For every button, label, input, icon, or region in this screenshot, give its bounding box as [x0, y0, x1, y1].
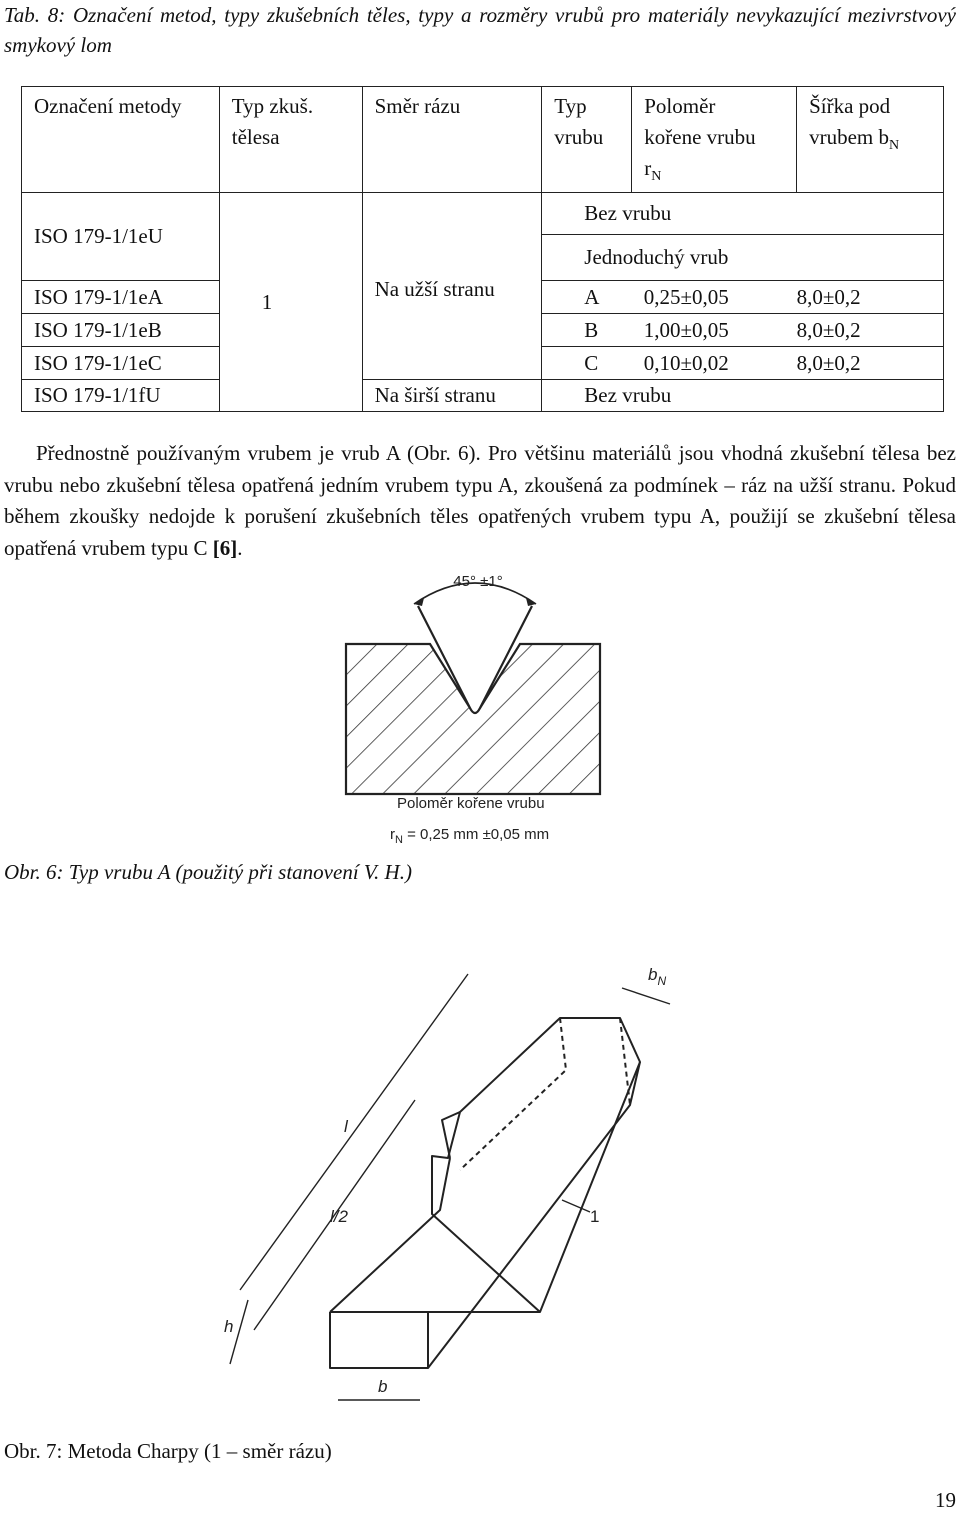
charpy-figure	[210, 960, 680, 1430]
width-cell: 8,0±0,2	[797, 314, 944, 347]
page-number: 19	[935, 1488, 956, 1512]
table-caption: Tab. 8: Označení metod, typy zkušebních těles, typy a rozměry vrubů pro materiály nevykazující mezivrstvový smykový lom	[4, 3, 956, 57]
method-cell: ISO 179-1/1eC	[22, 347, 220, 380]
header-width-under-notch: Šířka pod vrubem $b_N$	[797, 87, 944, 193]
method-cell: ISO 179-1/1fU	[22, 380, 220, 412]
direction-wide-cell: Na širší stranu	[362, 380, 542, 412]
notch-type-cell: A	[542, 281, 632, 314]
notch-radius-cell: 0,10±0,02	[632, 347, 797, 380]
table-header-row	[22, 87, 944, 193]
notch-radius-cell: 0,25±0,05	[632, 281, 797, 314]
width-cell: 8,0±0,2	[797, 281, 944, 314]
header-impact-direction: Směr rázu	[362, 87, 542, 193]
label-b: b	[378, 1377, 388, 1396]
direction-narrow-cell: Na užší stranu	[362, 193, 542, 380]
figure6-caption: Obr. 6: Typ vrubu A (použitý při stanovení V. H.)	[4, 860, 412, 884]
no-notch-cell: Bez vrubu	[542, 380, 944, 412]
single-notch-cell: Jednoduchý vrub	[542, 235, 944, 281]
radius-value: $r_N = 0,25$ mm ±0,05 mm	[390, 826, 550, 846]
notch-type-cell: C	[542, 347, 632, 380]
label-h: h	[224, 1317, 234, 1336]
notch-type-cell: B	[542, 314, 632, 347]
header-notch-radius: Poloměr kořene vrubu $r_N$	[632, 87, 797, 193]
figure7-caption: Obr. 7: Metoda Charpy (1 – směr rázu)	[4, 1439, 332, 1463]
method-cell: ISO 179-1/1eA	[22, 281, 220, 314]
header-specimen-type: Typ zkuš. tělesa	[219, 87, 362, 193]
radius-label: Poloměr kořene vrubu	[397, 795, 545, 812]
label-1: 1	[590, 1207, 600, 1226]
no-notch-cell: Bez vrubu	[542, 193, 944, 235]
header-method: Označení metody	[22, 87, 220, 193]
citation: [6]	[212, 535, 238, 560]
table-row	[22, 380, 944, 412]
specimen-front	[330, 1312, 428, 1368]
label-bn: $b_N$	[648, 965, 667, 988]
method-cell: ISO 179-1/1eB	[22, 314, 220, 347]
header-notch-type: Typ vrubu	[542, 87, 632, 193]
angle-label: 45° ±1°	[453, 573, 503, 590]
width-cell: 8,0±0,2	[797, 347, 944, 380]
notch-radius-cell: 1,00±0,05	[632, 314, 797, 347]
specimen-type-cell: 1	[219, 193, 362, 412]
notch-spec-table	[21, 86, 944, 412]
label-l2: l/2	[330, 1207, 348, 1226]
body-paragraph: Přednostně používaným vrubem je vrub A (Obr. 6). Pro většinu materiálů jsou vhodná zkušební tělesa bez vrubu nebo zkušební tělesa opatřená jedním vrubem typu A, zkoušená za podmínek – ráz na užší stranu. Pokud během zkoušky nedojde k porušení zkušebních těles opatřených vrubem typu A, použijí se zkušební tělesa opatřená vrubem typu C [6].	[4, 441, 956, 560]
label-l: l	[344, 1117, 348, 1136]
method-cell: ISO 179-1/1eU	[22, 193, 220, 281]
